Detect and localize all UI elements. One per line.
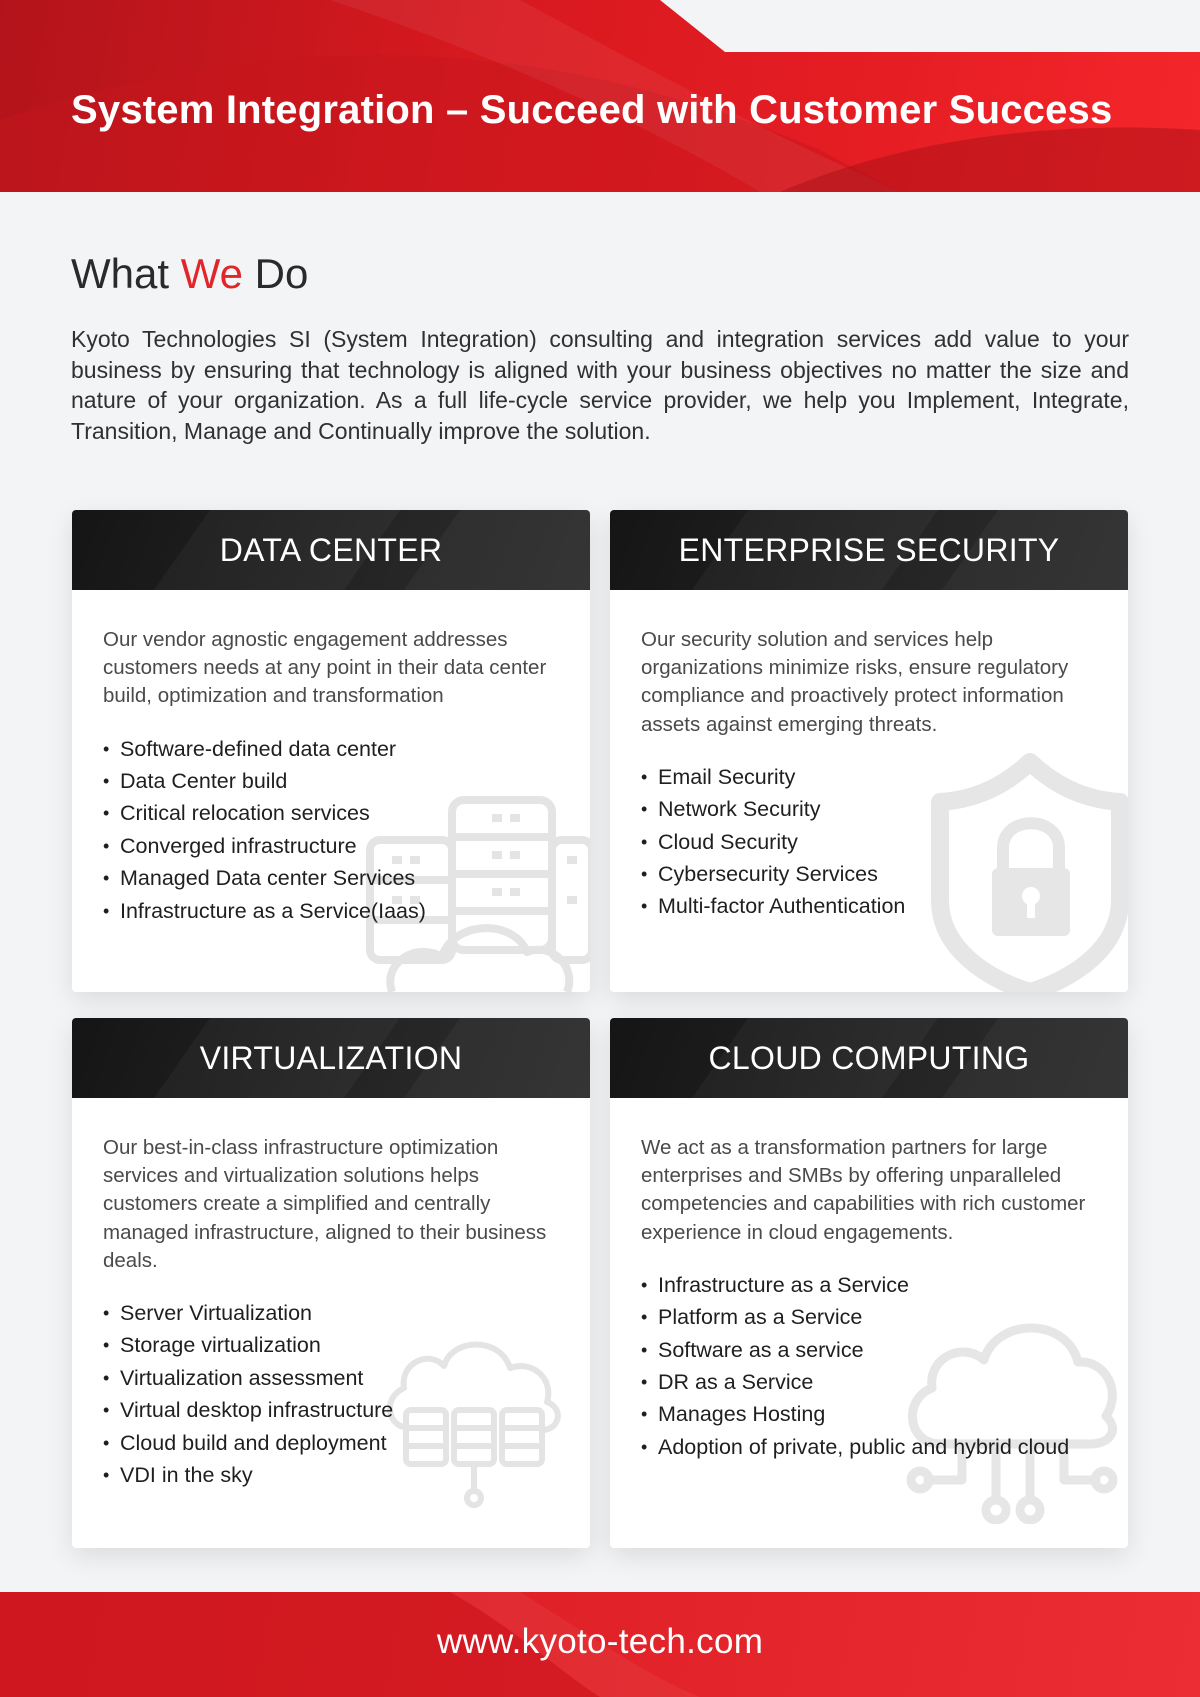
card-list xyxy=(103,1297,560,1491)
card-title: ENTERPRISE SECURITY xyxy=(678,531,1060,568)
list-item: • Platform as a Service xyxy=(641,1305,863,1330)
list-item: • Virtualization assessment xyxy=(103,1365,364,1390)
intro-paragraph: Kyoto Technologies SI (System Integration) consulting and integration services add value to your business by ensuring that technology is aligned with your business objectives no matter the size and nature of your organization. As a full life-cycle service provider, we help you Implement, Integrate, Transition, Manage and Continually improve the solution. xyxy=(71,326,1129,444)
card-enterprise-security xyxy=(610,510,1128,992)
card-header xyxy=(72,510,590,590)
list-item: • Storage virtualization xyxy=(103,1333,321,1358)
page-title: System Integration – Succeed with Customer Success xyxy=(71,88,1113,132)
card-data-center xyxy=(72,510,590,992)
list-item: • Software as a service xyxy=(641,1337,864,1362)
list-item: • Cloud build and deployment xyxy=(103,1430,387,1455)
card-description: Our best-in-class infrastructure optimization services and virtualization solutions helps customers create a simplified and centrally managed infrastructure, aligned to their business deals. xyxy=(103,1136,547,1272)
list-item: • Cloud Security xyxy=(641,829,798,854)
website-link[interactable]: www.kyoto-tech.com xyxy=(436,1622,764,1661)
card-list xyxy=(103,733,560,927)
card-list xyxy=(641,761,1098,923)
card-cloud-computing xyxy=(610,1018,1128,1548)
card-title: VIRTUALIZATION xyxy=(199,1039,463,1076)
card-description: We act as a transformation partners for large enterprises and SMBs by offering unparalleled competencies and capabilities with rich customer experience in cloud engagements. xyxy=(641,1136,1086,1244)
card-description: Our security solution and services help organizations minimize risks, ensure regulatory compliance and proactively protect information assets against emerging threats. xyxy=(641,628,1069,736)
list-item: • VDI in the sky xyxy=(103,1463,253,1488)
list-item: • Adoption of private, public and hybrid cloud xyxy=(641,1434,1070,1459)
card-list xyxy=(641,1269,1098,1463)
list-item: • Network Security xyxy=(641,797,821,822)
card-header xyxy=(72,1018,590,1098)
card-header xyxy=(610,1018,1128,1098)
section-heading xyxy=(71,250,308,298)
list-item: • Converged infrastructure xyxy=(103,833,357,858)
list-item: • Managed Data center Services xyxy=(103,866,416,891)
card-title: DATA CENTER xyxy=(219,531,443,568)
card-description: Our vendor agnostic engagement addresses customers needs at any point in their data center build, optimization and transformation xyxy=(103,628,547,708)
list-item: • Data Center build xyxy=(103,769,288,794)
list-item: • Cybersecurity Services xyxy=(641,862,878,887)
list-item: • Server Virtualization xyxy=(103,1301,312,1326)
card-title: CLOUD COMPUTING xyxy=(708,1039,1030,1076)
list-item: • DR as a Service xyxy=(641,1370,814,1395)
list-item: • Infrastructure as a Service xyxy=(641,1272,909,1297)
list-item: • Manages Hosting xyxy=(641,1402,826,1427)
section-heading-part2: Do xyxy=(242,250,309,297)
card-virtualization xyxy=(72,1018,590,1548)
card-header xyxy=(610,510,1128,590)
footer-banner xyxy=(0,1592,1200,1697)
list-item: • Critical relocation services xyxy=(103,801,370,826)
card-body xyxy=(72,590,590,927)
header-banner xyxy=(0,0,1200,192)
list-item: • Software-defined data center xyxy=(103,736,397,761)
list-item: • Virtual desktop infrastructure xyxy=(103,1398,394,1423)
list-item: • Email Security xyxy=(641,764,796,789)
card-body xyxy=(610,1098,1128,1463)
section-heading-part1: What xyxy=(71,250,181,297)
card-body xyxy=(72,1098,590,1491)
list-item: • Multi-factor Authentication xyxy=(641,894,906,919)
section-heading-accent: We xyxy=(180,250,243,297)
list-item: • Infrastructure as a Service(Iaas) xyxy=(103,898,426,923)
